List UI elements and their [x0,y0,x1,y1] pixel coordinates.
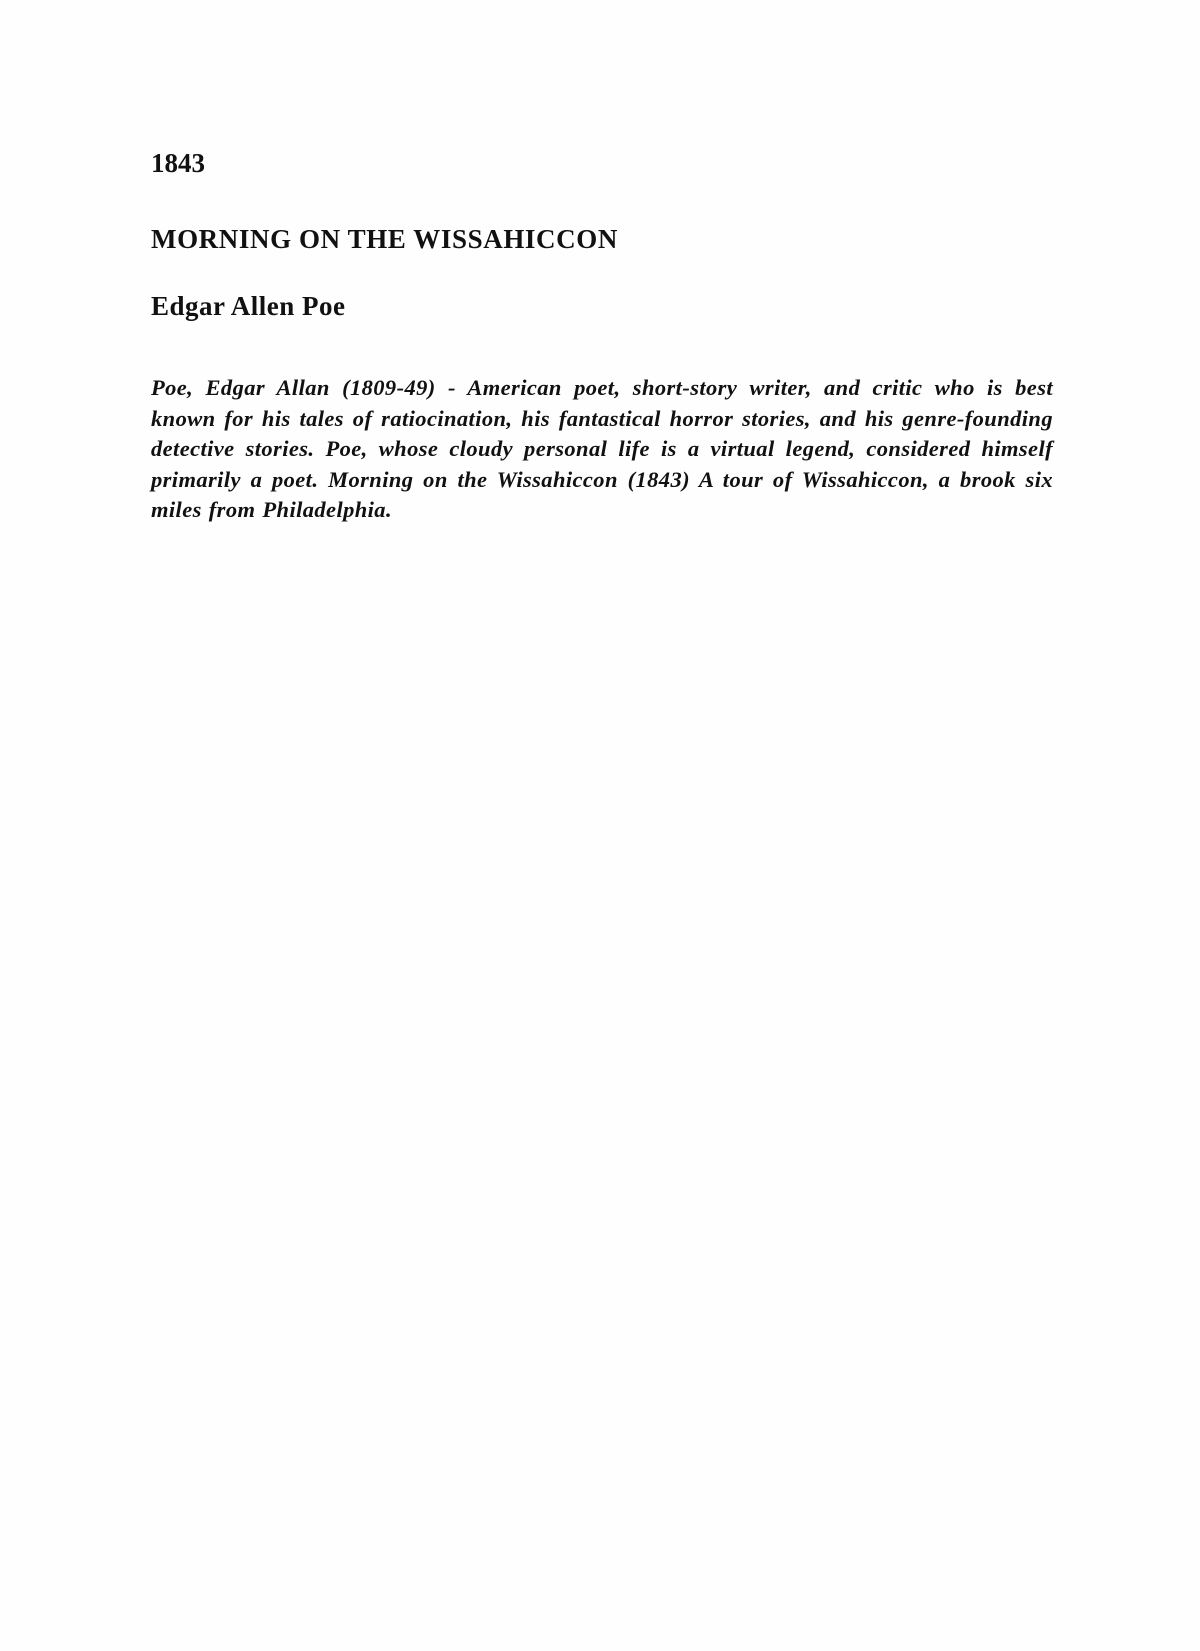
author-name: Edgar Allen Poe [151,291,346,321]
publication-year: 1843 [151,148,205,178]
document-title: MORNING ON THE WISSAHICCON [151,224,618,254]
abstract-paragraph: Poe, Edgar Allan (1809-49) - American poet, short-story writer, and critic who is best known for his tales of ratiocination, his fantastical horror stories, and his genre-founding detective stories. Poe, whose cloudy personal life is a virtual legend, considered himself primarily a poet. Morning on the Wissahiccon (1843) A tour of Wissahiccon, a brook six miles from Philadelphia. [151,375,1053,522]
